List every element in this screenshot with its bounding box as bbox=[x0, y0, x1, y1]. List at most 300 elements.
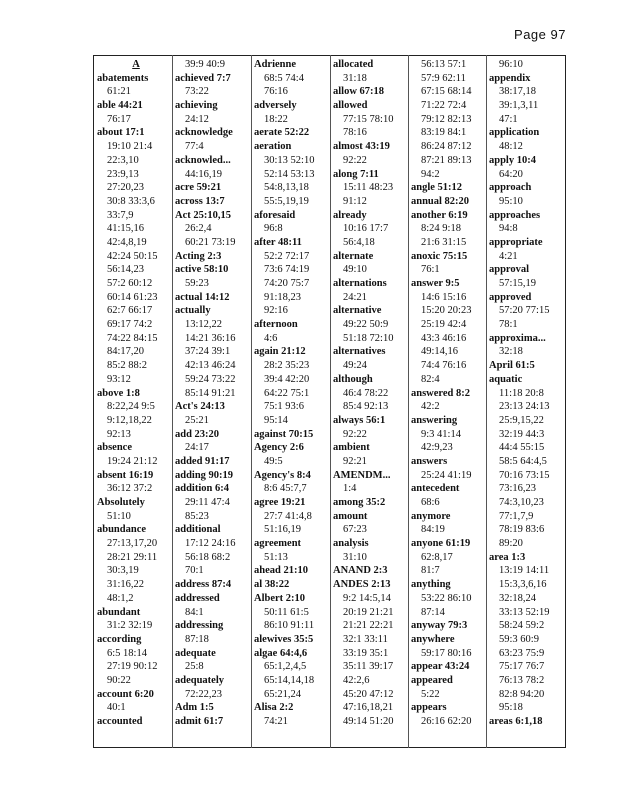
index-reference: 63:23 75:9 bbox=[499, 647, 545, 659]
page-number-value: 97 bbox=[550, 27, 566, 42]
index-term: adversely bbox=[254, 100, 297, 112]
index-term: approval bbox=[489, 264, 530, 276]
index-reference: 33:19 35:1 bbox=[343, 647, 389, 659]
index-term: amount bbox=[333, 510, 368, 522]
page-number bbox=[514, 27, 566, 42]
index-reference: 74:21 bbox=[264, 716, 288, 727]
index-reference: 44:16,19 bbox=[185, 168, 223, 180]
index-term: Agency's 8:4 bbox=[254, 469, 311, 481]
index-reference: 89:20 bbox=[499, 538, 523, 550]
index-term: adequate bbox=[175, 647, 216, 659]
index-reference: 55:5,19,19 bbox=[264, 195, 309, 207]
index-term: across 13:7 bbox=[175, 195, 225, 207]
index-term: added 91:17 bbox=[175, 455, 230, 467]
index-term: ahead 21:10 bbox=[254, 565, 308, 577]
index-reference: 8:22,24 9:5 bbox=[107, 401, 155, 413]
index-term: Albert 2:10 bbox=[254, 592, 306, 604]
index-reference: 49:14,16 bbox=[421, 346, 459, 358]
index-reference: 87:21 89:13 bbox=[421, 154, 472, 166]
index-reference: 57:9 62:11 bbox=[421, 72, 466, 84]
index-reference: 82:4 bbox=[421, 373, 440, 385]
index-reference: 77:1,7,9 bbox=[499, 510, 534, 522]
index-term: add 23:20 bbox=[175, 428, 220, 440]
index-reference: 95:10 bbox=[499, 195, 523, 207]
index-reference: 57:20 77:15 bbox=[499, 305, 550, 317]
index-reference: 15:3,3,6,16 bbox=[499, 579, 547, 591]
index-reference: 49:24 bbox=[343, 360, 367, 372]
index-reference: 67:23 bbox=[343, 524, 367, 536]
index-reference: 67:15 68:14 bbox=[421, 86, 472, 98]
index-term: approved bbox=[489, 291, 532, 303]
index-term: additional bbox=[175, 524, 221, 536]
index-term: Alisa 2:2 bbox=[254, 702, 294, 714]
index-term: appropriate bbox=[489, 236, 543, 248]
index-reference: 24:21 bbox=[343, 291, 367, 303]
index-reference: 74:3,10,23 bbox=[499, 497, 544, 508]
index-term: admit 61:7 bbox=[175, 716, 224, 727]
index-term: active 58:10 bbox=[175, 264, 229, 276]
index-reference: 6:5 18:14 bbox=[107, 647, 147, 659]
index-reference: 58:5 64:4,5 bbox=[499, 455, 547, 467]
index-term: already bbox=[333, 209, 367, 221]
index-reference: 71:22 72:4 bbox=[421, 100, 467, 112]
index-reference: 20:19 21:21 bbox=[343, 606, 394, 618]
index-reference: 24:17 bbox=[185, 442, 209, 454]
index-term: acknowled... bbox=[175, 154, 231, 166]
index-reference: 65:1,2,4,5 bbox=[264, 661, 307, 673]
index-reference: 90:22 bbox=[107, 674, 131, 686]
index-reference: 78:16 bbox=[343, 127, 367, 139]
index-reference: 59:24 73:22 bbox=[185, 373, 236, 385]
index-term: Act 25:10,15 bbox=[175, 209, 231, 221]
index-reference: 15:11 48:23 bbox=[343, 182, 394, 194]
index-reference: 32:1 33:11 bbox=[343, 633, 388, 645]
index-reference: 85:14 91:21 bbox=[185, 387, 236, 399]
index-term: abundance bbox=[97, 524, 147, 536]
index-term: ANAND 2:3 bbox=[333, 565, 388, 577]
index-reference: 26:2,4 bbox=[185, 223, 212, 235]
index-reference: 59:3 60:9 bbox=[499, 633, 539, 645]
index-reference: 76:13 78:2 bbox=[499, 674, 545, 686]
index-reference: 32:19 44:3 bbox=[499, 428, 545, 440]
index-term: acknowledge bbox=[175, 127, 233, 139]
index-reference: 81:7 bbox=[421, 565, 440, 577]
index-reference: 50:11 61:5 bbox=[264, 606, 309, 618]
index-term: April 61:5 bbox=[489, 360, 535, 372]
index-reference: 25:9,15,22 bbox=[499, 414, 544, 426]
index-reference: 53:22 86:10 bbox=[421, 592, 472, 604]
index-term: approach bbox=[489, 182, 532, 194]
index-reference: 84:19 bbox=[421, 524, 445, 536]
index-term: alternative bbox=[333, 305, 382, 317]
index-reference: 74:4 76:16 bbox=[421, 360, 467, 372]
index-reference: 70:1 bbox=[185, 565, 204, 577]
index-reference: 22:3,10 bbox=[107, 154, 139, 166]
index-reference: 60:14 61:23 bbox=[107, 291, 158, 303]
index-term: addressed bbox=[175, 592, 220, 604]
index-reference: 23:9,13 bbox=[107, 168, 139, 180]
index-reference: 39:1,3,11 bbox=[499, 100, 539, 112]
index-reference: 48:1,2 bbox=[107, 592, 134, 604]
index-reference: 42:2 bbox=[421, 401, 440, 413]
index-reference: 4:21 bbox=[499, 250, 518, 262]
index-reference: 92:16 bbox=[264, 305, 288, 317]
index-term: Acting 2:3 bbox=[175, 250, 222, 262]
index-reference: 75:1 93:6 bbox=[264, 401, 304, 413]
index-term: Adm 1:5 bbox=[175, 702, 214, 714]
index-term: adding 90:19 bbox=[175, 469, 234, 481]
index-term: anyone 61:19 bbox=[411, 538, 471, 550]
index-reference: 78:19 83:6 bbox=[499, 524, 545, 536]
index-reference: 21:6 31:15 bbox=[421, 236, 467, 248]
index-term: absent 16:19 bbox=[97, 469, 154, 481]
index-term: ANDES 2:13 bbox=[333, 579, 391, 591]
index-reference: 42:2,6 bbox=[343, 674, 370, 686]
index-reference: 42:13 46:24 bbox=[185, 360, 236, 372]
index-reference: 31:10 bbox=[343, 551, 367, 563]
index-term: among 35:2 bbox=[333, 497, 386, 508]
index-term: answering bbox=[411, 414, 458, 426]
index-reference: 76:1 bbox=[421, 264, 440, 276]
index-reference: 59:23 bbox=[185, 278, 209, 289]
index-reference: 51:16,19 bbox=[264, 524, 302, 536]
index-term: abundant bbox=[97, 606, 141, 618]
index-term: accounted bbox=[97, 716, 143, 727]
index-term: aeration bbox=[254, 141, 292, 153]
index-reference: 30:13 52:10 bbox=[264, 154, 315, 166]
index-term: antecedent bbox=[411, 483, 460, 495]
index-letter-heading: A bbox=[132, 59, 140, 70]
index-reference: 15:20 20:23 bbox=[421, 305, 472, 317]
index-reference: 85:4 92:13 bbox=[343, 401, 389, 413]
index-reference: 52:14 53:13 bbox=[264, 168, 315, 180]
index-reference: 52:2 72:17 bbox=[264, 250, 310, 262]
index-term: address 87:4 bbox=[175, 579, 232, 591]
index-reference: 30:8 33:3,6 bbox=[107, 195, 155, 207]
index-reference: 14:21 36:16 bbox=[185, 332, 236, 344]
index-reference: 56:4,18 bbox=[343, 236, 375, 248]
index-term: although bbox=[333, 373, 373, 385]
index-term: application bbox=[489, 127, 540, 139]
index-reference: 87:18 bbox=[185, 633, 209, 645]
index-term: answer 9:5 bbox=[411, 278, 460, 289]
index-reference: 19:24 21:12 bbox=[107, 455, 158, 467]
index-reference: 42:24 50:15 bbox=[107, 250, 158, 262]
index-term: acre 59:21 bbox=[175, 182, 222, 194]
index-reference: 56:13 57:1 bbox=[421, 59, 467, 70]
index-term: afternoon bbox=[254, 319, 298, 331]
index-reference: 30:3,19 bbox=[107, 565, 139, 577]
index-reference: 39:4 42:20 bbox=[264, 373, 310, 385]
index-term: Agency 2:6 bbox=[254, 442, 304, 454]
index-reference: 65:14,14,18 bbox=[264, 674, 315, 686]
index-reference: 79:12 82:13 bbox=[421, 113, 472, 125]
index-term: abatements bbox=[97, 72, 149, 84]
index-term: appeared bbox=[411, 674, 453, 686]
index-reference: 32:18 bbox=[499, 346, 523, 358]
index-reference: 73:16,23 bbox=[499, 483, 537, 495]
index-reference: 49:5 bbox=[264, 455, 283, 467]
index-term: agree 19:21 bbox=[254, 497, 306, 508]
index-reference: 23:13 24:13 bbox=[499, 401, 550, 413]
index-term: AMENDM... bbox=[333, 469, 391, 481]
index-reference: 94:8 bbox=[499, 223, 518, 235]
index-reference: 24:12 bbox=[185, 113, 209, 125]
index-reference: 62:7 66:17 bbox=[107, 305, 153, 317]
index-reference: 26:16 62:20 bbox=[421, 716, 472, 727]
index-reference: 83:19 84:1 bbox=[421, 127, 467, 139]
index-term: annual 82:20 bbox=[411, 195, 470, 207]
index-reference: 27:7 41:4,8 bbox=[264, 510, 312, 522]
index-reference: 5:22 bbox=[421, 688, 440, 700]
index-term: achieving bbox=[175, 100, 218, 112]
index-reference: 56:18 68:2 bbox=[185, 551, 231, 563]
index-reference: 73:6 74:19 bbox=[264, 264, 310, 276]
index-term: angle 51:12 bbox=[411, 182, 463, 194]
index-reference: 43:3 46:16 bbox=[421, 332, 467, 344]
index-reference: 47:1 bbox=[499, 113, 518, 125]
index-term: appendix bbox=[489, 72, 531, 84]
index-term: able 44:21 bbox=[97, 100, 143, 112]
index-reference: 33:13 52:19 bbox=[499, 606, 550, 618]
index-reference: 36:12 37:2 bbox=[107, 483, 153, 495]
index-reference: 29:11 47:4 bbox=[185, 497, 230, 508]
index-column-1 bbox=[97, 58, 175, 729]
index-reference: 84:17,20 bbox=[107, 346, 145, 358]
index-reference: 51:13 bbox=[264, 551, 288, 563]
index-reference: 28:2 35:23 bbox=[264, 360, 310, 372]
index-reference: 17:12 24:16 bbox=[185, 538, 236, 550]
index-reference: 78:1 bbox=[499, 319, 518, 331]
index-reference: 60:21 73:19 bbox=[185, 236, 236, 248]
index-term: allocated bbox=[333, 59, 374, 70]
index-reference: 59:17 80:16 bbox=[421, 647, 472, 659]
index-reference: 25:19 42:4 bbox=[421, 319, 467, 331]
index-reference: 96:8 bbox=[264, 223, 283, 235]
index-reference: 84:1 bbox=[185, 606, 204, 618]
index-reference: 75:17 76:7 bbox=[499, 661, 545, 673]
index-reference: 37:24 39:1 bbox=[185, 346, 231, 358]
index-reference: 25:21 bbox=[185, 414, 209, 426]
index-reference: 31:2 32:19 bbox=[107, 620, 153, 632]
index-reference: 13:19 14:11 bbox=[499, 565, 550, 577]
index-reference: 27:13,17,20 bbox=[107, 538, 158, 550]
index-term: achieved 7:7 bbox=[175, 72, 231, 84]
index-reference: 49:10 bbox=[343, 264, 367, 276]
index-reference: 76:17 bbox=[107, 113, 131, 125]
index-term: approaches bbox=[489, 209, 541, 221]
index-reference: 27:20,23 bbox=[107, 182, 145, 194]
index-term: aquatic bbox=[489, 373, 523, 385]
index-reference: 27:19 90:12 bbox=[107, 661, 158, 673]
index-reference: 82:8 94:20 bbox=[499, 688, 545, 700]
index-reference: 92:21 bbox=[343, 455, 367, 467]
index-reference: 61:21 bbox=[107, 86, 131, 98]
index-term: after 48:11 bbox=[254, 236, 302, 248]
index-term: addition 6:4 bbox=[175, 483, 229, 495]
index-column-2 bbox=[175, 58, 253, 729]
index-term: analysis bbox=[333, 538, 369, 550]
index-reference: 91:18,23 bbox=[264, 291, 302, 303]
index-reference: 47:16,18,21 bbox=[343, 702, 394, 714]
index-reference: 93:12 bbox=[107, 373, 131, 385]
index-reference: 32:18,24 bbox=[499, 592, 537, 604]
index-term: another 6:19 bbox=[411, 209, 468, 221]
index-reference: 21:21 22:21 bbox=[343, 620, 394, 632]
index-reference: 8:24 9:18 bbox=[421, 223, 461, 235]
index-reference: 19:10 21:4 bbox=[107, 141, 153, 153]
index-reference: 38:17,18 bbox=[499, 86, 537, 98]
index-reference: 42:9,23 bbox=[421, 442, 453, 454]
index-reference: 4:6 bbox=[264, 332, 278, 344]
index-reference: 68:6 bbox=[421, 497, 440, 508]
index-reference: 49:14 51:20 bbox=[343, 716, 394, 727]
index-reference: 44:4 55:15 bbox=[499, 442, 545, 454]
index-reference: 1:4 bbox=[343, 483, 357, 495]
index-column-6 bbox=[489, 58, 567, 729]
index-reference: 9:12,18,22 bbox=[107, 414, 152, 426]
index-term: above 1:8 bbox=[97, 387, 140, 399]
index-reference: 25:8 bbox=[185, 661, 204, 673]
index-term: Act's 24:13 bbox=[175, 401, 225, 413]
index-reference: 69:17 74:2 bbox=[107, 319, 153, 331]
index-reference: 92:13 bbox=[107, 428, 131, 440]
index-term: against 70:15 bbox=[254, 428, 314, 440]
index-term: answers bbox=[411, 455, 448, 467]
index-reference: 68:5 74:4 bbox=[264, 72, 304, 84]
index-reference: 13:12,22 bbox=[185, 319, 223, 331]
index-reference: 48:12 bbox=[499, 141, 523, 153]
index-term: anoxic 75:15 bbox=[411, 250, 468, 262]
index-term: agreement bbox=[254, 538, 302, 550]
index-term: actually bbox=[175, 305, 211, 317]
index-reference: 28:21 29:11 bbox=[107, 551, 158, 563]
index-term: ambient bbox=[333, 442, 370, 454]
index-reference: 42:4,8,19 bbox=[107, 236, 147, 248]
index-term: almost 43:19 bbox=[333, 141, 390, 153]
index-term: absence bbox=[97, 442, 132, 454]
index-column-3 bbox=[254, 58, 332, 729]
index-reference: 11:18 20:8 bbox=[499, 387, 544, 399]
index-reference: 95:18 bbox=[499, 702, 523, 714]
index-reference: 31:18 bbox=[343, 72, 367, 84]
index-reference: 76:16 bbox=[264, 86, 288, 98]
index-reference: 65:21,24 bbox=[264, 688, 302, 700]
index-reference: 39:9 40:9 bbox=[185, 59, 225, 70]
index-reference: 73:22 bbox=[185, 86, 209, 98]
index-reference: 94:2 bbox=[421, 168, 440, 180]
index-reference: 10:16 17:7 bbox=[343, 223, 389, 235]
index-column-5 bbox=[411, 58, 489, 729]
index-term: anyway 79:3 bbox=[411, 620, 468, 632]
index-term: again 21:12 bbox=[254, 346, 306, 358]
index-term: algae 64:4,6 bbox=[254, 647, 308, 659]
index-reference: 35:11 39:17 bbox=[343, 661, 394, 673]
index-reference: 74:20 75:7 bbox=[264, 278, 310, 289]
index-reference: 56:14,23 bbox=[107, 264, 145, 276]
index-reference: 49:22 50:9 bbox=[343, 319, 389, 331]
index-reference: 40:1 bbox=[107, 702, 126, 714]
index-reference: 18:22 bbox=[264, 113, 288, 125]
index-reference: 70:16 73:15 bbox=[499, 469, 550, 481]
index-reference: 54:8,13,18 bbox=[264, 182, 309, 194]
index-term: anywhere bbox=[411, 633, 455, 645]
index-term: adequately bbox=[175, 674, 225, 686]
index-reference: 72:22,23 bbox=[185, 688, 223, 700]
index-term: answered 8:2 bbox=[411, 387, 471, 399]
index-term: aerate 52:22 bbox=[254, 127, 310, 139]
index-reference: 64:22 75:1 bbox=[264, 387, 310, 399]
index-term: actual 14:12 bbox=[175, 291, 230, 303]
index-term: appears bbox=[411, 702, 447, 714]
index-reference: 45:20 47:12 bbox=[343, 688, 394, 700]
index-term: alternatives bbox=[333, 346, 386, 358]
index-reference: 74:22 84:15 bbox=[107, 332, 158, 344]
index-reference: 46:4 78:22 bbox=[343, 387, 389, 399]
index-reference: 95:14 bbox=[264, 414, 288, 426]
index-reference: 31:16,22 bbox=[107, 579, 145, 591]
index-reference: 85:2 88:2 bbox=[107, 360, 147, 372]
index-reference: 86:10 91:11 bbox=[264, 620, 315, 632]
index-reference: 9:3 41:14 bbox=[421, 428, 461, 440]
index-term: along 7:11 bbox=[333, 168, 379, 180]
index-reference: 51:18 72:10 bbox=[343, 332, 394, 344]
index-reference: 92:22 bbox=[343, 154, 367, 166]
index-reference: 51:10 bbox=[107, 510, 131, 522]
page-label: Page bbox=[514, 27, 547, 42]
index-reference: 57:2 60:12 bbox=[107, 278, 153, 289]
index-term: about 17:1 bbox=[97, 127, 145, 139]
index-reference: 87:14 bbox=[421, 606, 445, 618]
index-column-4 bbox=[333, 58, 411, 729]
index-reference: 14:6 15:16 bbox=[421, 291, 467, 303]
index-term: allow 67:18 bbox=[333, 86, 385, 98]
index-reference: 86:24 87:12 bbox=[421, 141, 472, 153]
index-term: apply 10:4 bbox=[489, 154, 536, 166]
index-reference: 57:15,19 bbox=[499, 278, 537, 289]
index-reference: 77:4 bbox=[185, 141, 204, 153]
index-reference: 77:15 78:10 bbox=[343, 113, 394, 125]
index-term: appear 43:24 bbox=[411, 661, 470, 673]
index-reference: 33:7,9 bbox=[107, 209, 134, 221]
index-term: Adrienne bbox=[254, 59, 296, 70]
index-term: al 38:22 bbox=[254, 579, 290, 591]
index-term: anymore bbox=[411, 510, 451, 522]
index-reference: 25:24 41:19 bbox=[421, 469, 472, 481]
index-term: areas 6:1,18 bbox=[489, 716, 543, 727]
index-term: alternate bbox=[333, 250, 374, 262]
index-term: anything bbox=[411, 579, 451, 591]
index-reference: 92:22 bbox=[343, 428, 367, 440]
index-reference: 8:6 45:7,7 bbox=[264, 483, 307, 495]
index-term: area 1:3 bbox=[489, 551, 526, 563]
index-reference: 58:24 59:2 bbox=[499, 620, 545, 632]
index-term: alternations bbox=[333, 278, 387, 289]
index-term: aforesaid bbox=[254, 209, 296, 221]
index-reference: 64:20 bbox=[499, 168, 523, 180]
index-term: addressing bbox=[175, 620, 224, 632]
index-term: account 6:20 bbox=[97, 688, 154, 700]
index-term: alewives 35:5 bbox=[254, 633, 314, 645]
index-term: according bbox=[97, 633, 142, 645]
index-term: approxima... bbox=[489, 332, 546, 344]
index-reference: 96:10 bbox=[499, 59, 523, 70]
index-term: always 56:1 bbox=[333, 414, 386, 426]
index-reference: 41:15,16 bbox=[107, 223, 145, 235]
index-reference: 62:8,17 bbox=[421, 551, 453, 563]
index-term: Absolutely bbox=[97, 497, 145, 508]
index-reference: 85:23 bbox=[185, 510, 209, 522]
